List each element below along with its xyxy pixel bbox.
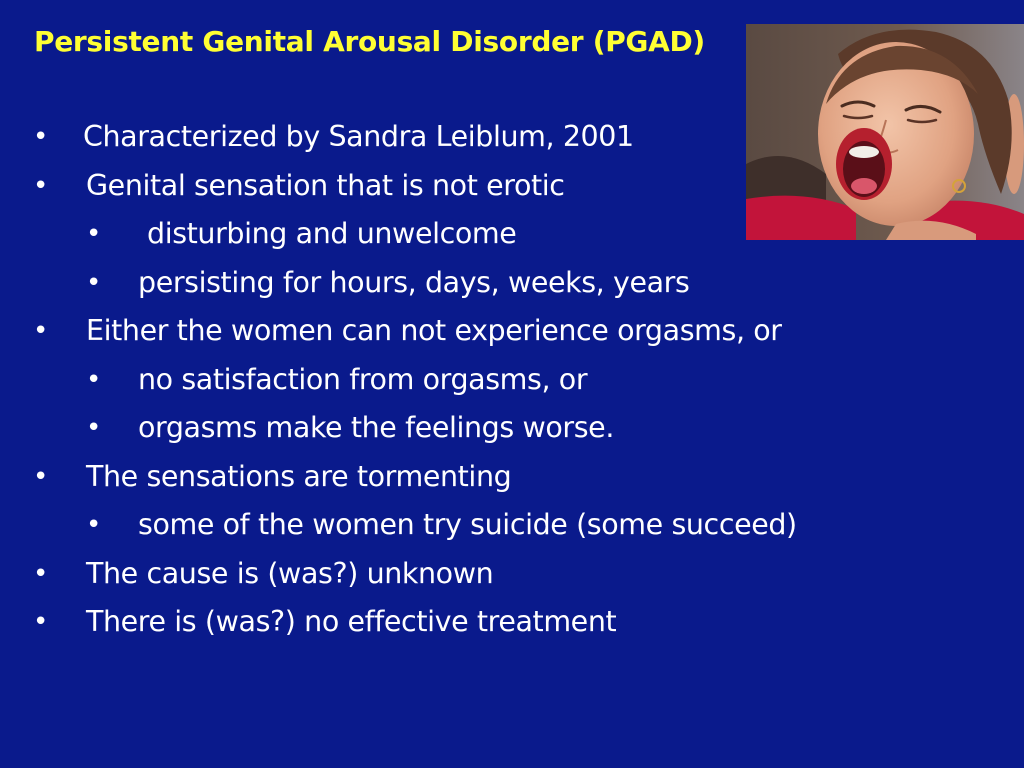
bullet-marker: • — [86, 510, 102, 540]
bullet-marker: • — [86, 267, 102, 298]
bullet-marker: • — [86, 364, 102, 395]
bullet-text: no satisfaction from orgasms, or — [138, 362, 588, 396]
bullet-text: Characterized by Sandra Leiblum, 2001 — [83, 120, 634, 153]
sub-bullet-item — [0, 501, 1024, 550]
bullet-item — [0, 550, 1024, 599]
bullet-text: Either the women can not experience orgasms, or — [86, 314, 782, 347]
sub-bullet-item — [0, 404, 1024, 453]
bullet-text: persisting for hours, days, weeks, years — [138, 265, 690, 299]
bullet-text: The cause is (was?) unknown — [86, 556, 494, 590]
bullet-marker: • — [86, 413, 102, 443]
bullet-marker: • — [86, 219, 102, 249]
bullet-text: disturbing and unwelcome — [147, 217, 517, 250]
bullet-marker: • — [33, 122, 49, 152]
slide-title: Persistent Genital Arousal Disorder (PGAD) — [34, 25, 705, 58]
bullet-text: The sensations are tormenting — [86, 459, 512, 493]
bullet-item — [0, 453, 1024, 502]
bullet-marker: • — [33, 461, 49, 492]
bullet-marker: • — [33, 558, 49, 589]
bullet-text: some of the women try suicide (some succeed) — [138, 508, 797, 541]
bullet-marker: • — [33, 316, 49, 346]
sub-bullet-item — [0, 259, 1024, 308]
bullet-marker: • — [33, 607, 49, 637]
bullet-text: There is (was?) no effective treatment — [86, 605, 617, 638]
bullet-text: orgasms make the feelings worse. — [138, 411, 614, 444]
bullet-item — [0, 598, 1024, 647]
sub-bullet-item — [0, 356, 1024, 405]
woman-photo — [746, 24, 1024, 240]
bullet-text: Genital sensation that is not erotic — [86, 168, 565, 202]
bullet-item — [0, 307, 1024, 356]
bullet-marker: • — [33, 170, 49, 201]
